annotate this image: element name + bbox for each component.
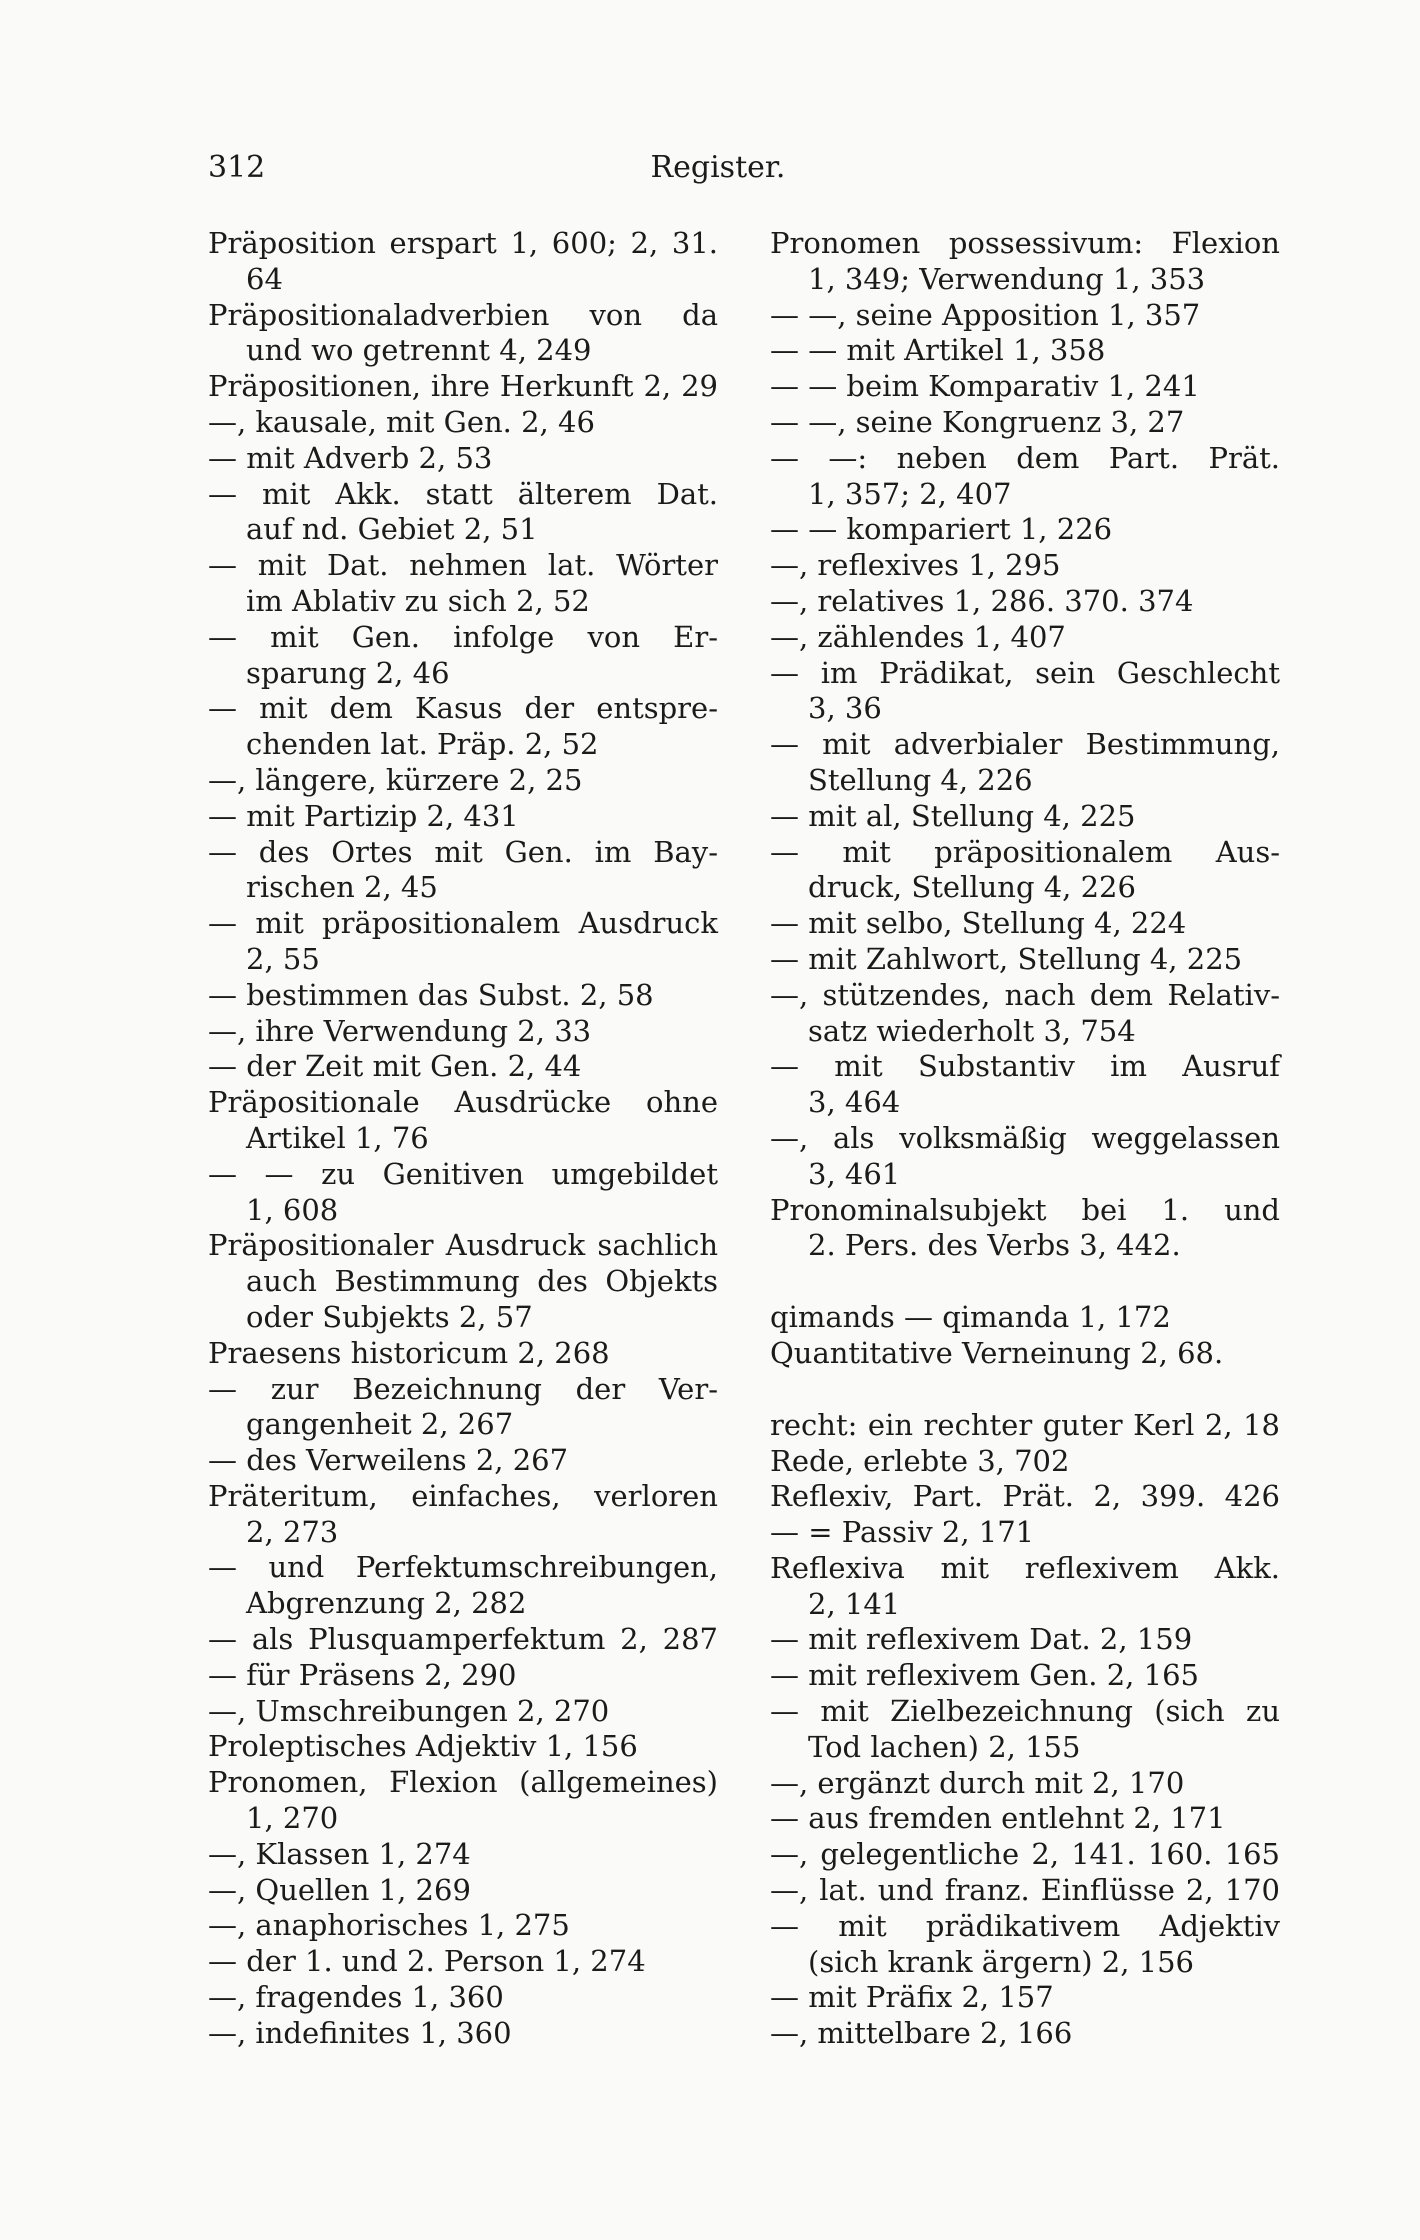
- index-line: chenden lat. Präp. 2, 52: [246, 727, 599, 762]
- index-line: — des Ortes mit Gen. im Bay-: [208, 834, 718, 869]
- index-line: —, gelegentliche 2, 141. 160. 165: [770, 1837, 1280, 1872]
- index-line: —, als volksmäßig weggelassen: [770, 1120, 1280, 1155]
- index-line: Reflexiva mit reflexivem Akk.: [770, 1550, 1280, 1585]
- page-number: 312: [208, 150, 266, 185]
- index-line: —, fragendes 1, 360: [208, 1980, 504, 2015]
- index-line: — aus fremden entlehnt 2, 171: [770, 1801, 1226, 1836]
- page-title: Register.: [650, 150, 786, 185]
- index-line: 2, 273: [246, 1514, 339, 1549]
- index-line: — zur Bezeichnung der Ver-: [208, 1371, 718, 1406]
- index-line: — mit Zahlwort, Stellung 4, 225: [770, 941, 1243, 976]
- index-line: recht: ein rechter guter Kerl 2, 18: [770, 1407, 1280, 1442]
- index-line: auch Bestimmung des Objekts: [246, 1264, 718, 1299]
- index-line: Rede, erlebte 3, 702: [770, 1443, 1070, 1478]
- index-line: 2, 55: [246, 941, 320, 976]
- index-line: — mit prädikativem Adjektiv: [770, 1908, 1280, 1943]
- right-column: [770, 226, 1280, 2052]
- index-line: 64: [246, 261, 283, 296]
- entry-gap: [770, 1372, 1280, 1408]
- index-line: — mit präpositionalem Ausdruck: [208, 906, 718, 941]
- index-line: —, lat. und franz. Einflüsse 2, 170: [770, 1873, 1280, 1908]
- index-line: — —: neben dem Part. Prät.: [770, 440, 1280, 475]
- index-line: — mit Adverb 2, 53: [208, 440, 493, 475]
- index-line: — mit Zielbezeichnung (sich zu: [770, 1694, 1280, 1729]
- index-line: — mit dem Kasus der entspre-: [208, 691, 718, 726]
- left-column: [208, 226, 718, 2052]
- entry-gap: [770, 1264, 1280, 1300]
- index-line: 3, 36: [808, 691, 882, 726]
- index-line: — als Plusquamperfektum 2, 287: [208, 1622, 718, 1657]
- index-line: (sich krank ärgern) 2, 156: [808, 1944, 1194, 1979]
- index-line: — mit reflexivem Gen. 2, 165: [770, 1658, 1199, 1693]
- index-line: im Ablativ zu sich 2, 52: [246, 583, 590, 618]
- index-line: —, relatives 1, 286. 370. 374: [770, 583, 1194, 618]
- index-line: Praesens historicum 2, 268: [208, 1335, 610, 1370]
- index-line: — = Passiv 2, 171: [770, 1515, 1035, 1550]
- index-line: Quantitative Verneinung 2, 68.: [770, 1335, 1224, 1370]
- index-line: — mit präpositionalem Aus-: [770, 834, 1280, 869]
- index-line: — — beim Komparativ 1, 241: [770, 369, 1200, 404]
- index-line: — — mit Artikel 1, 358: [770, 333, 1106, 368]
- index-line: 1, 270: [246, 1801, 339, 1836]
- index-line: Stellung 4, 226: [808, 762, 1033, 797]
- index-line: — mit Dat. nehmen lat. Wörter: [208, 548, 718, 583]
- index-line: — der 1. und 2. Person 1, 274: [208, 1944, 646, 1979]
- index-line: —, stützendes, nach dem Relativ-: [770, 977, 1280, 1012]
- index-line: — bestimmen das Subst. 2, 58: [208, 977, 654, 1012]
- index-line: oder Subjekts 2, 57: [246, 1299, 533, 1334]
- index-line: Artikel 1, 76: [246, 1120, 429, 1155]
- index-line: 2, 141: [808, 1586, 901, 1621]
- index-line: Pronomen possessivum: Flexion: [770, 226, 1280, 260]
- index-line: — mit selbo, Stellung 4, 224: [770, 906, 1187, 941]
- index-line: —, indefinites 1, 360: [208, 2015, 512, 2050]
- index-line: und wo getrennt 4, 249: [246, 333, 592, 368]
- index-line: sparung 2, 46: [246, 655, 450, 690]
- index-line: Abgrenzung 2, 282: [246, 1586, 527, 1621]
- index-line: — mit Akk. statt älterem Dat.: [208, 476, 718, 511]
- index-line: — mit Gen. infolge von Er-: [208, 619, 718, 654]
- index-line: druck, Stellung 4, 226: [808, 870, 1136, 905]
- index-line: 1, 349; Verwendung 1, 353: [808, 261, 1206, 296]
- index-line: — mit al, Stellung 4, 225: [770, 798, 1136, 833]
- index-line: — für Präsens 2, 290: [208, 1657, 517, 1692]
- index-line: Reflexiv, Part. Prät. 2, 399. 426: [770, 1479, 1280, 1514]
- index-line: —, ihre Verwendung 2, 33: [208, 1013, 592, 1048]
- index-line: — mit Substantiv im Ausruf: [770, 1049, 1280, 1084]
- index-line: Pronominalsubjekt bei 1. und: [770, 1192, 1280, 1227]
- index-line: —, längere, kürzere 2, 25: [208, 762, 583, 797]
- index-line: Präpositionaler Ausdruck sachlich: [208, 1228, 718, 1263]
- index-line: — mit Präfix 2, 157: [770, 1980, 1054, 2015]
- index-line: —, zählendes 1, 407: [770, 619, 1066, 654]
- index-line: Präpositionen, ihre Herkunft 2, 29: [208, 369, 718, 404]
- index-line: —, kausale, mit Gen. 2, 46: [208, 404, 595, 439]
- index-line: satz wiederholt 3, 754: [808, 1013, 1136, 1048]
- index-line: Präpositionaladverbien von da: [208, 297, 718, 332]
- index-line: qimands — qimanda 1, 172: [770, 1300, 1171, 1335]
- index-line: 2. Pers. des Verbs 3, 442.: [808, 1228, 1181, 1263]
- index-line: gangenheit 2, 267: [246, 1407, 514, 1442]
- index-line: — mit Partizip 2, 431: [208, 798, 519, 833]
- index-line: — und Perfektumschreibungen,: [208, 1550, 718, 1585]
- index-line: Pronomen, Flexion (allgemeines): [208, 1765, 718, 1800]
- index-line: — — kompariert 1, 226: [770, 512, 1113, 547]
- index-line: —, Klassen 1, 274: [208, 1836, 471, 1871]
- index-line: auf nd. Gebiet 2, 51: [246, 512, 538, 547]
- index-line: 3, 461: [808, 1156, 901, 1191]
- index-line: —, Umschreibungen 2, 270: [208, 1693, 610, 1728]
- index-line: — — zu Genitiven umgebildet: [208, 1156, 718, 1191]
- index-line: — mit adverbialer Bestimmung,: [770, 727, 1280, 762]
- index-line: 1, 608: [246, 1192, 339, 1227]
- index-line: — mit reflexivem Dat. 2, 159: [770, 1622, 1193, 1657]
- index-line: 3, 464: [808, 1085, 901, 1120]
- index-line: — —, seine Kongruenz 3, 27: [770, 404, 1185, 439]
- index-line: Präposition erspart 1, 600; 2, 31.: [208, 226, 718, 260]
- index-line: —, anaphorisches 1, 275: [208, 1908, 570, 1943]
- index-line: —, Quellen 1, 269: [208, 1872, 471, 1907]
- index-line: 1, 357; 2, 407: [808, 476, 1012, 511]
- index-line: Tod lachen) 2, 155: [808, 1729, 1081, 1764]
- index-line: — der Zeit mit Gen. 2, 44: [208, 1049, 582, 1084]
- index-line: — des Verweilens 2, 267: [208, 1443, 569, 1478]
- index-line: — —, seine Apposition 1, 357: [770, 297, 1201, 332]
- index-line: rischen 2, 45: [246, 870, 438, 905]
- index-line: —, reflexives 1, 295: [770, 548, 1061, 583]
- index-line: Präpositionale Ausdrücke ohne: [208, 1085, 718, 1120]
- index-line: —, mittelbare 2, 166: [770, 2016, 1073, 2051]
- page-header: [208, 148, 1228, 188]
- index-line: — im Prädikat, sein Geschlecht: [770, 655, 1280, 690]
- index-line: Proleptisches Adjektiv 1, 156: [208, 1729, 638, 1764]
- index-line: —, ergänzt durch mit 2, 170: [770, 1765, 1185, 1800]
- index-line: Präteritum, einfaches, verloren: [208, 1478, 718, 1513]
